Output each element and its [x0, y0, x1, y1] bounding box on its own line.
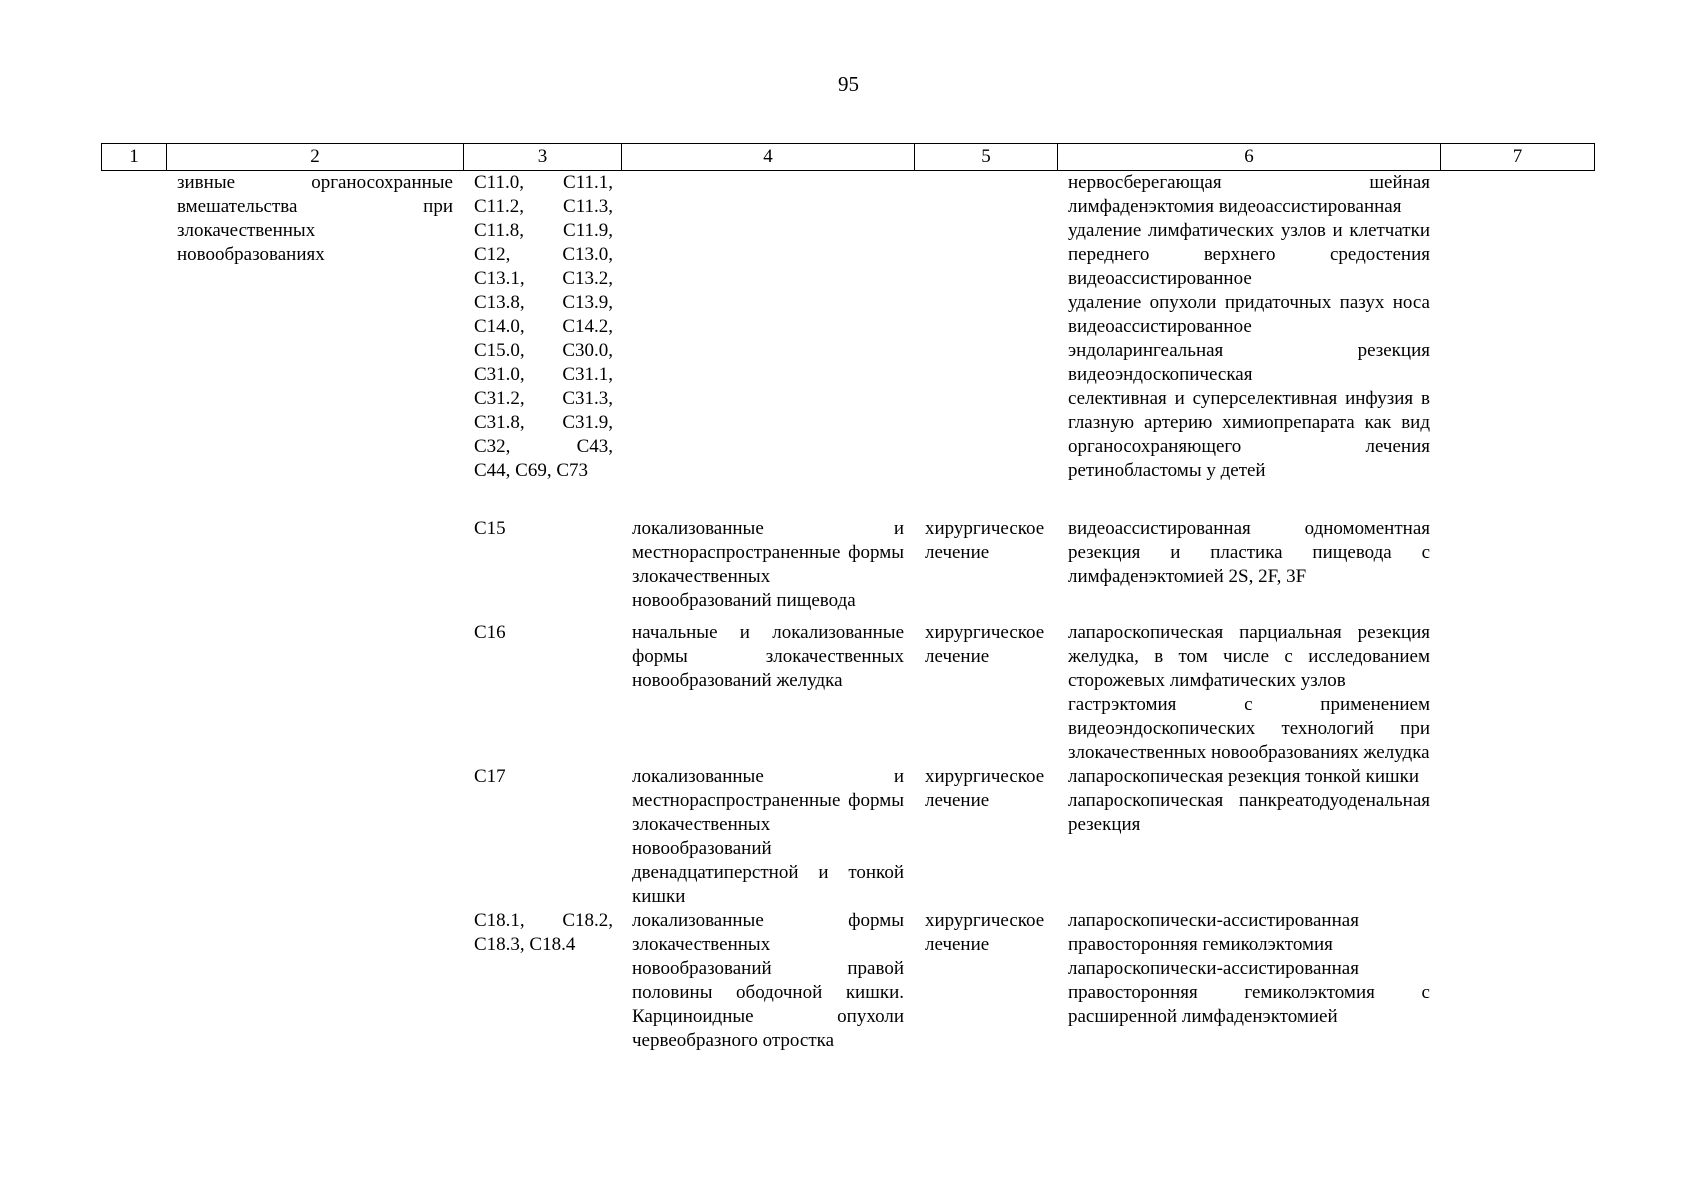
table-row: [102, 613, 1595, 765]
icd-code-line: C14.0, C14.2,: [474, 316, 613, 337]
cost-cell: [1441, 613, 1595, 765]
cost-cell: [1441, 765, 1595, 909]
procedure-group-cell: [167, 483, 464, 613]
procedures-table: [101, 143, 1595, 1053]
treatment-method-cell: [1058, 483, 1441, 613]
column-header-2: 2: [167, 144, 464, 171]
icd-code-line: C31.8, C31.9,: [474, 412, 613, 433]
page-number: 95: [838, 72, 859, 96]
table-row: [102, 171, 1595, 484]
column-header-5: 5: [915, 144, 1058, 171]
procedure-group-cell: зивные органосохранные вмешательства при злокачественных новообразованиях: [177, 172, 453, 265]
treatment-type-cell: хирургическое лечение: [925, 910, 1045, 955]
treatment-method-cell: [1058, 765, 1441, 909]
table-row: [102, 909, 1595, 1053]
column-header-4: 4: [622, 144, 915, 171]
model-of-patient-cell: начальные и локализованные формы злокачественных новообразований желудка: [632, 622, 904, 691]
table-row: [102, 765, 1595, 909]
treatment-method-item: нервосберегающая шейная лимфаденэктомия видеоассистированная: [1068, 172, 1430, 217]
procedure-group-cell: [167, 909, 464, 1053]
icd-code-line: C11.8, C11.9,: [474, 220, 613, 241]
procedure-group-cell: [167, 765, 464, 909]
icd-codes-cell: [464, 613, 622, 765]
treatment-method-item: видеоассистированная одномоментная резекция и пластика пищевода с лимфаденэктомией 2S, 2F, 3F: [1068, 518, 1430, 587]
icd-codes-cell: [464, 909, 622, 1053]
treatment-method-item: лапароскопическая панкреатодуоденальная резекция: [1068, 790, 1430, 835]
treatment-method-item: селективная и суперселективная инфузия в глазную артерию химиопрепарата как вид органосохраняющего лечения ретинобластомы у детей: [1068, 388, 1430, 481]
icd-code-line: C11.0, C11.1,: [474, 172, 613, 193]
icd-code-line: C44, C69, C73: [474, 460, 589, 481]
icd-code-line: C12, C13.0,: [474, 244, 613, 265]
treatment-method-item: лапароскопическая резекция тонкой кишки: [1068, 766, 1420, 787]
column-header-3: 3: [464, 144, 622, 171]
treatment-type-cell: хирургическое лечение: [925, 518, 1045, 563]
icd-codes-cell: [464, 171, 622, 484]
treatment-method-item: лапароскопически-ассистированная правосторонняя гемиколэктомия с расширенной лимфаденэктомией: [1068, 958, 1430, 1027]
treatment-method-item: лапароскопически-ассистированная правосторонняя гемиколэктомия: [1068, 910, 1359, 955]
icd-code-line: C17: [474, 766, 506, 787]
icd-code-line: C18.3, C18.4: [474, 934, 576, 955]
icd-codes-cell: [464, 483, 622, 613]
column-header-6: 6: [1058, 144, 1441, 171]
icd-code-line: C13.1, C13.2,: [474, 268, 613, 289]
treatment-method-item: удаление лимфатических узлов и клетчатки переднего верхнего средостения видеоассистированное: [1068, 220, 1430, 289]
icd-code-line: C15.0, C30.0,: [474, 340, 613, 361]
column-header-7: 7: [1441, 144, 1595, 171]
icd-code-line: C31.2, C31.3,: [474, 388, 613, 409]
header-row: [102, 144, 1595, 171]
treatment-type-cell: хирургическое лечение: [925, 622, 1045, 667]
treatment-method-item: лапароскопическая парциальная резекция желудка, в том числе с исследованием сторожевых лимфатических узлов: [1068, 622, 1430, 691]
cost-cell: [1441, 909, 1595, 1053]
icd-code-line: C31.0, C31.1,: [474, 364, 613, 385]
row-number-cell: [102, 171, 167, 484]
model-of-patient-cell: локализованные формы злокачественных новообразований правой половины ободочной кишки. Карциноидные опухоли червеобразного отростка: [632, 910, 904, 1051]
procedure-group-cell: [167, 613, 464, 765]
treatment-method-item: удаление опухоли придаточных пазух носа видеоассистированное: [1068, 292, 1430, 337]
treatment-type-cell: [915, 171, 1058, 484]
table-row: [102, 483, 1595, 613]
cost-cell: [1441, 483, 1595, 613]
treatment-method-item: эндоларингеальная резекция видеоэндоскопическая: [1068, 340, 1430, 385]
row-number-cell: [102, 613, 167, 765]
model-of-patient-cell: локализованные и местнораспространенные формы злокачественных новообразований двенадцатиперстной и тонкой кишки: [632, 766, 904, 907]
icd-codes-cell: [464, 765, 622, 909]
treatment-method-cell: [1058, 613, 1441, 765]
treatment-method-cell: [1058, 909, 1441, 1053]
icd-code-line: C13.8, C13.9,: [474, 292, 613, 313]
treatment-method-cell: [1058, 171, 1441, 484]
treatment-type-cell: хирургическое лечение: [925, 766, 1045, 811]
treatment-method-item: гастрэктомия с применением видеоэндоскопических технологий при злокачественных новообразованиях желудка: [1068, 694, 1430, 763]
model-of-patient-cell: [622, 171, 915, 484]
row-number-cell: [102, 765, 167, 909]
icd-code-line: C15: [474, 518, 506, 539]
row-number-cell: [102, 909, 167, 1053]
icd-code-line: C11.2, C11.3,: [474, 196, 613, 217]
column-header-1: 1: [102, 144, 167, 171]
table-body: [102, 171, 1595, 1054]
row-number-cell: [102, 483, 167, 613]
icd-code-line: C32, C43,: [474, 436, 613, 457]
icd-code-line: C16: [474, 622, 506, 643]
model-of-patient-cell: локализованные и местнораспространенные формы злокачественных новообразований пищевода: [632, 518, 904, 611]
cost-cell: [1441, 171, 1595, 484]
icd-code-line: C18.1, C18.2,: [474, 910, 613, 931]
